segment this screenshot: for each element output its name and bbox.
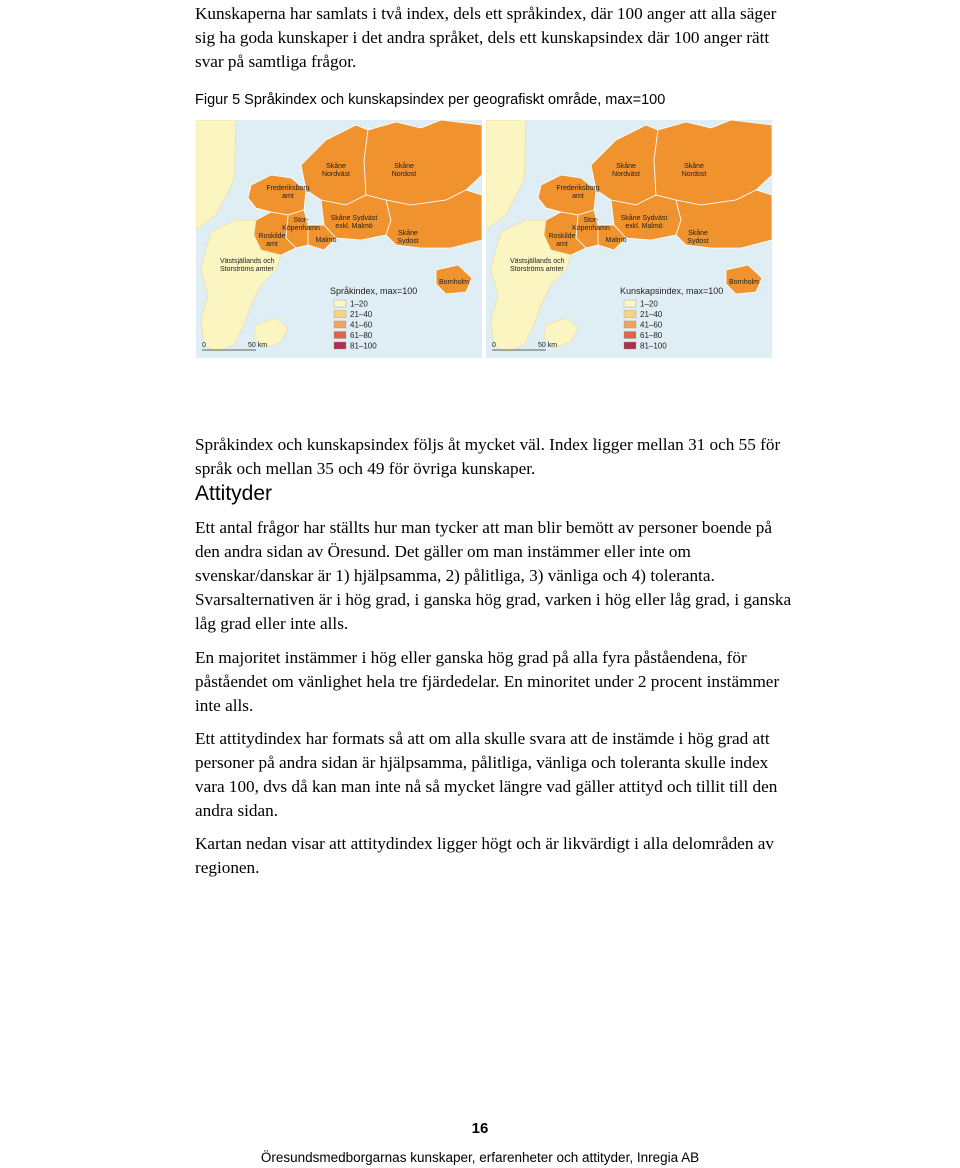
intro-paragraph: Kunskaperna har samlats i två index, dels ett språkindex, där 100 anger att alla säger sig ha goda kunskaper i det andra språket, dels ett kunskapsindex där 100 anger rätt svar på samtliga frågor. — [195, 4, 777, 71]
label-malmo: Malmö — [315, 237, 337, 244]
legend-swatch — [334, 300, 346, 307]
scale-zero: 0 — [492, 342, 496, 349]
paragraph-4: Kartan nedan visar att attitydindex ligger högt och är likvärdigt i alla delområden av regionen. — [195, 834, 774, 877]
legend-swatch — [334, 342, 346, 349]
legend-title: Språkindex, max=100 — [330, 286, 418, 296]
paragraph-1: Ett antal frågor har ställts hur man tycker att man blir bemött av personer boende på den andra sidan av Öresund. Det gäller om man instämmer eller inte om svenskar/danskar är 1) hjälpsamma, 2) pålitliga, 3) vänliga och 4) toleranta. Svarsalternativen är i hög grad, i ganska hög grad, varken i hög eller låg grad, i ganska låg grad eller inte alls. — [195, 518, 792, 633]
legend-swatch — [624, 342, 636, 349]
label-skane-nordvast: Skåne Nordväst — [611, 163, 641, 178]
label-vastsjalland: Västsjällands och Storströms amter — [220, 258, 275, 273]
legend-label: 21–40 — [350, 310, 373, 319]
label-stor-kobenhavn: Stor-Köpenhamn — [282, 217, 320, 232]
figure-caption: Figur 5 Språkindex och kunskapsindex per geografiskt område, max=100 — [195, 92, 666, 108]
legend-swatch — [334, 311, 346, 318]
label-skane-sydvast: Skåne Sydväst exkl. Malmö — [620, 215, 668, 230]
legend-label: 21–40 — [640, 310, 663, 319]
label-frederiksborg: Frederiksborg amt — [556, 185, 600, 200]
legend-label: 41–60 — [350, 320, 373, 330]
legend-swatch — [624, 321, 636, 328]
label-skane-sydost: Skåne Sydost — [687, 230, 709, 245]
label-vastsjalland: Västsjällands och Storströms amter — [510, 258, 565, 273]
label-stor-kobenhavn: Stor-Köpenhamn — [572, 217, 610, 232]
legend-swatch — [624, 332, 636, 339]
map-kunskapsindex — [486, 120, 772, 358]
legend-label: 81–100 — [640, 341, 667, 351]
label-skane-nordost: Skåne Nordost — [391, 163, 417, 178]
map-sprakindex — [196, 120, 482, 358]
legend-label: 61–80 — [350, 331, 373, 340]
scale-end: 50 km — [248, 342, 268, 349]
legend-label: 1–20 — [350, 299, 368, 309]
paragraph-3: Ett attitydindex har formats så att om alla skulle svara att de instämde i hög grad att personer på andra sidan är hjälpsamma, pålitliga, vänliga och toleranta skulle index vara 100, dvs då kan man inte nå så mycket längre vad gäller attityd och tillit till den andra sidan. — [195, 729, 778, 820]
legend-title: Kunskapsindex, max=100 — [620, 286, 724, 296]
label-skane-nordost: Skåne Nordost — [681, 163, 707, 178]
label-bornholm: Bornholm — [439, 279, 469, 286]
legend-swatch — [334, 321, 346, 328]
legend-label: 61–80 — [640, 331, 663, 340]
legend-label: 1–20 — [640, 299, 658, 309]
scale-zero: 0 — [202, 342, 206, 349]
scale-end: 50 km — [538, 342, 558, 349]
page-footer: Öresundsmedborgarnas kunskaper, erfarenheter och attityder, Inregia AB — [260, 1150, 700, 1165]
label-malmo: Malmö — [605, 237, 627, 244]
paragraph-2: En majoritet instämmer i hög eller ganska hög grad på alla fyra påståendena, för påståendet om vänlighet hela tre fjärdedelar. En minoritet under 2 procent instämmer inte alls. — [195, 648, 780, 715]
section-heading: Attityder — [195, 482, 273, 505]
page-number: 16 — [471, 1120, 489, 1137]
legend-label: 81–100 — [350, 341, 377, 351]
label-frederiksborg: Frederiksborg amt — [266, 185, 310, 200]
legend-swatch — [624, 300, 636, 307]
label-roskilde: Roskilde amt — [548, 233, 576, 248]
label-skane-nordvast: Skåne Nordväst — [321, 163, 351, 178]
legend-label: 41–60 — [640, 320, 663, 330]
legend-swatch — [624, 311, 636, 318]
paragraph-after-figure: Språkindex och kunskapsindex följs åt mycket väl. Index ligger mellan 31 och 55 för språk och mellan 35 och 49 för övriga kunskaper. — [195, 435, 781, 478]
label-skane-sydvast: Skåne Sydväst exkl. Malmö — [330, 215, 378, 230]
label-skane-sydost: Skåne Sydost — [397, 230, 419, 245]
label-bornholm: Bornholm — [729, 279, 759, 286]
label-roskilde: Roskilde amt — [258, 233, 286, 248]
legend-swatch — [334, 332, 346, 339]
